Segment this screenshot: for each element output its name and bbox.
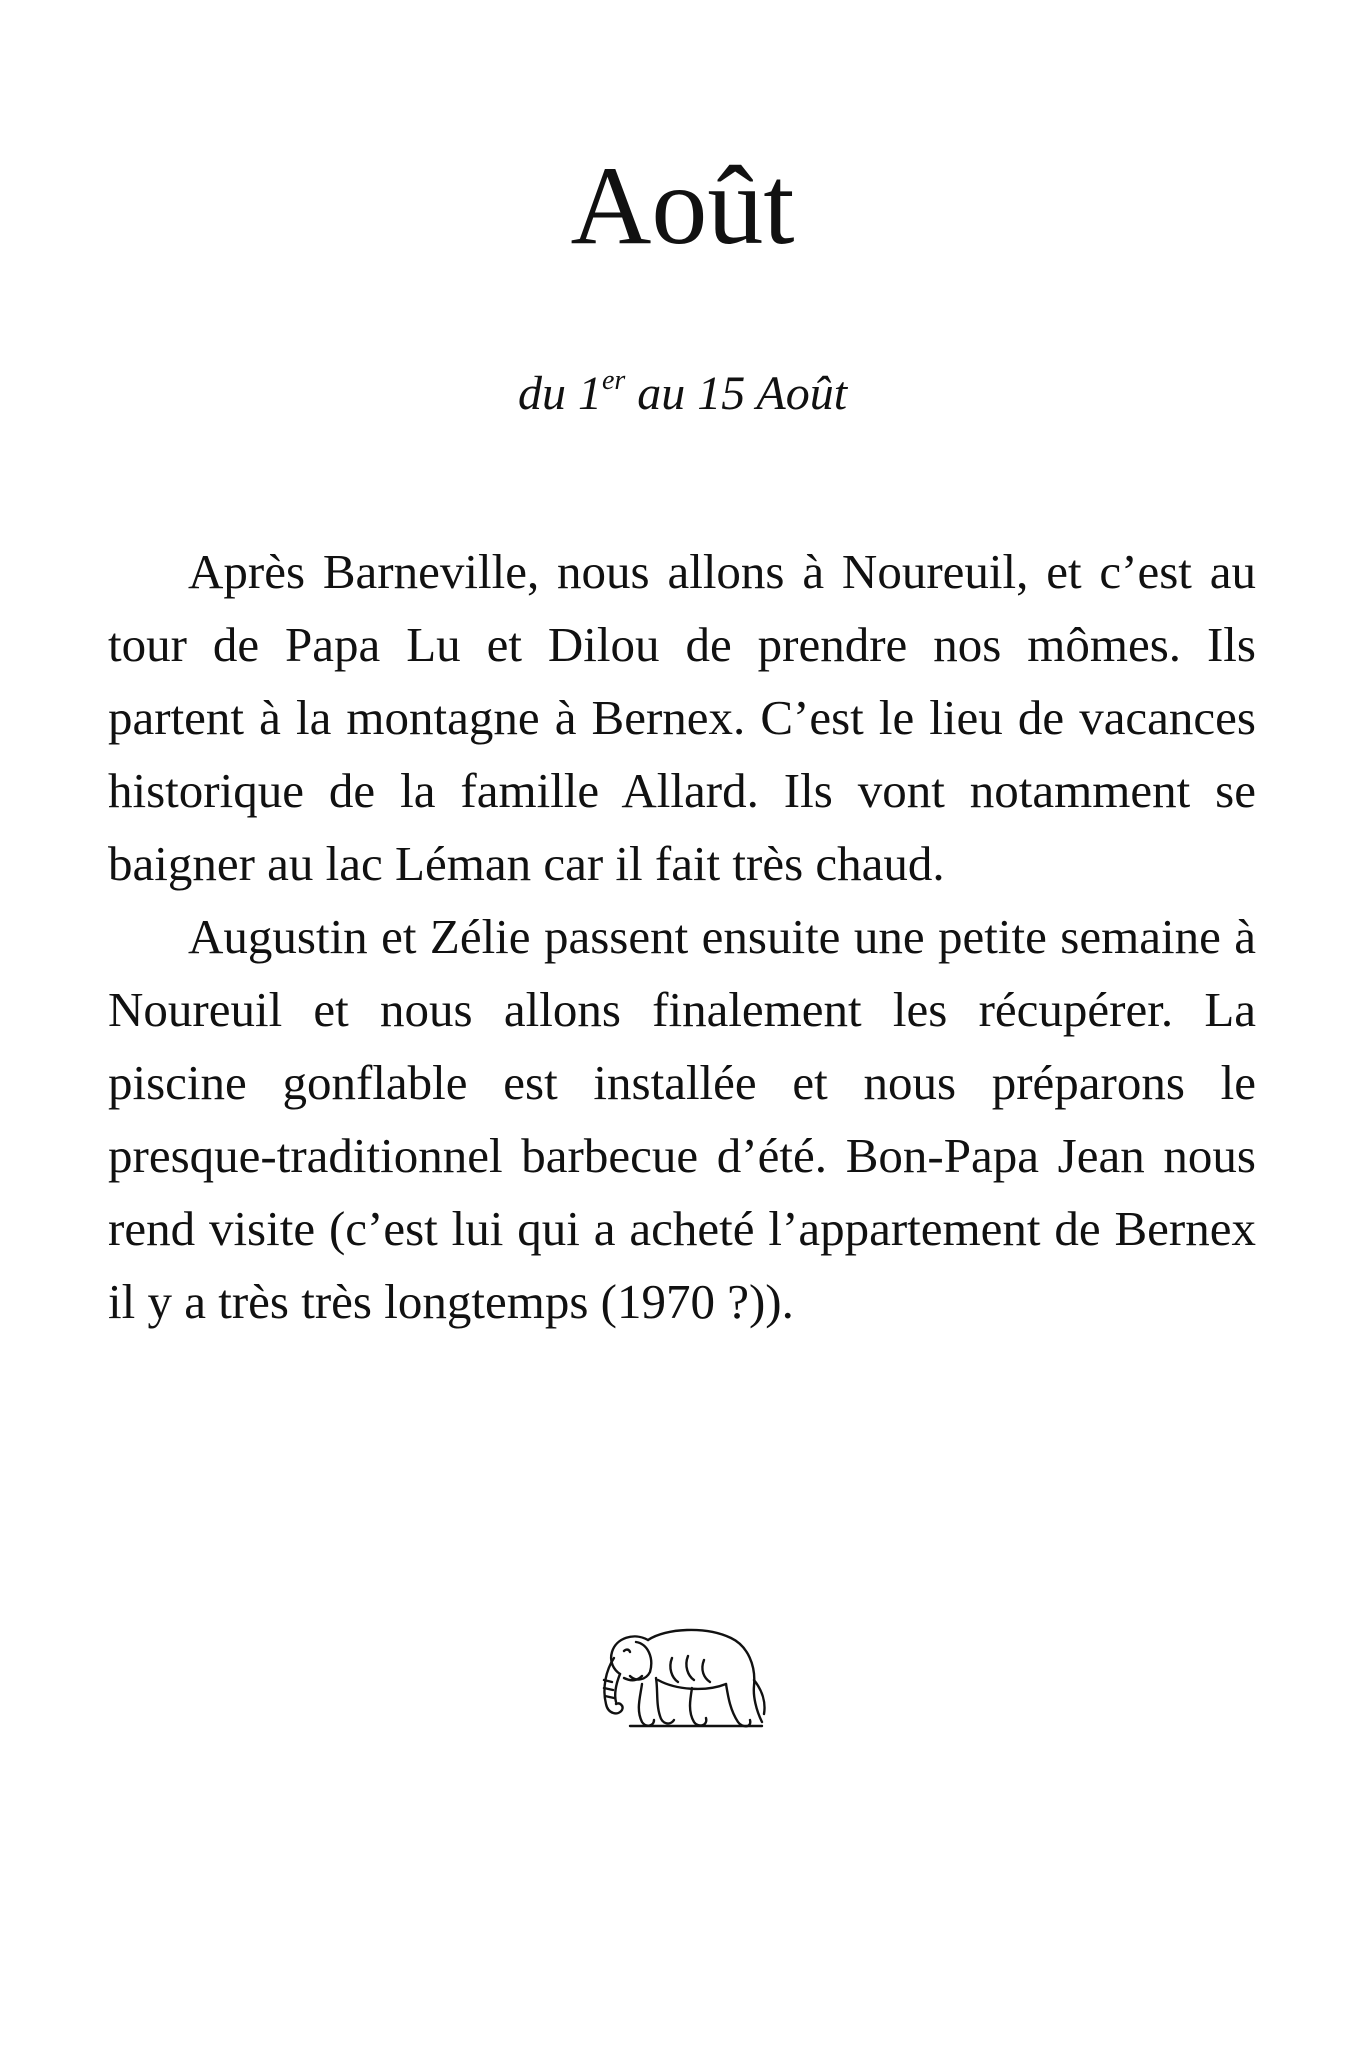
subtitle-superscript: er: [601, 365, 626, 396]
page-title: Août: [570, 144, 795, 268]
paragraph-1: Après Barneville, nous allons à Noureuil, et c’est au tour de Papa Lu et Dilou de prendre nos mômes. Ils partent à la montagne à Bernex. C’est le lieu de vacances historique de la famille Allard. Ils vont notamment se baigner au lac Léman car il fait très chaud.: [108, 544, 1256, 891]
body-text: [108, 535, 1256, 1338]
subtitle-suffix: au 15 Août: [625, 367, 848, 420]
date-range-subtitle: [0, 365, 1365, 420]
paragraph-2: Augustin et Zélie passent ensuite une petite semaine à Noureuil et nous allons finalement les récupérer. La piscine gonflable est installée et nous préparons le presque-traditionnel barbecue d’été. Bon-Papa Jean nous rend visite (c’est lui qui a acheté l’appartement de Bernex il y a très très longtemps (1970 ?)).: [108, 909, 1256, 1329]
elephant-icon: [596, 1618, 771, 1738]
subtitle-prefix: du 1: [517, 367, 602, 420]
